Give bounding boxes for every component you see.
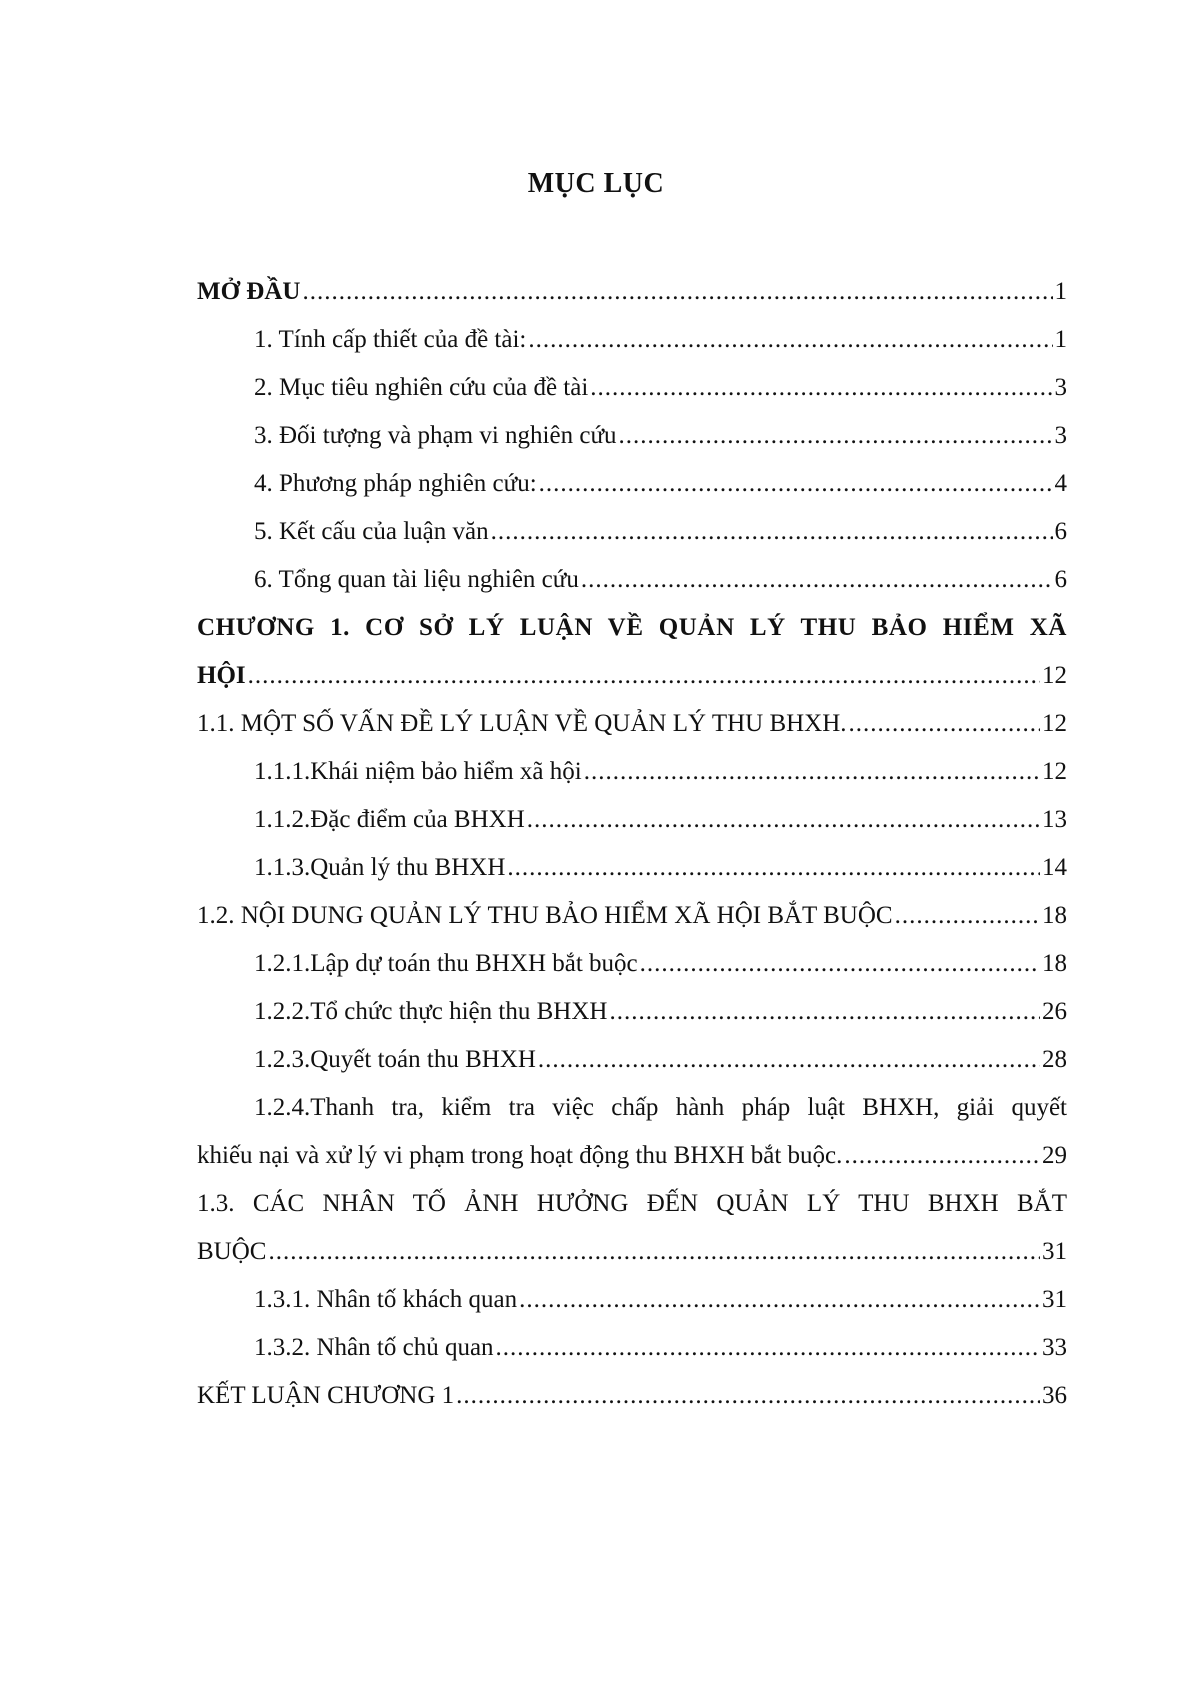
toc-leader-dots — [248, 652, 1040, 700]
toc-leader-dots — [849, 700, 1040, 748]
toc-entry-text: 1.2.4.Thanh tra, kiểm tra việc chấp hành pháp luật BHXH, giải quyết — [254, 1094, 1067, 1121]
toc-page-number: 12 — [1042, 758, 1067, 785]
toc-entry-text: HỘI — [197, 662, 246, 689]
toc-leader-dots — [640, 940, 1040, 988]
toc-leader-dots — [496, 1324, 1040, 1372]
toc-page-number: 1 — [1054, 278, 1067, 305]
toc-leader-dots — [507, 844, 1040, 892]
toc-entry-text: 1.1.1.Khái niệm bảo hiểm xã hội — [254, 758, 582, 785]
toc-leader-dots — [581, 556, 1053, 604]
toc-entry-section[interactable] — [197, 700, 1067, 748]
toc-entry-text: 1.1.2.Đặc điểm của BHXH — [254, 806, 525, 833]
toc-entry-text: CHƯƠNG 1. CƠ SỞ LÝ LUẬN VỀ QUẢN LÝ THU BẢO HIỂM XÃ — [197, 614, 1067, 641]
toc-leader-dots — [519, 1276, 1040, 1324]
toc-page-number: 33 — [1042, 1334, 1067, 1361]
toc-entry-section-1-3-line2[interactable] — [197, 1228, 1067, 1276]
toc-entry[interactable] — [197, 364, 1067, 412]
toc-leader-dots — [619, 412, 1053, 460]
toc-page-number: 12 — [1042, 662, 1067, 689]
toc-leader-dots — [895, 892, 1040, 940]
toc-entry[interactable] — [197, 412, 1067, 460]
toc-leader-dots — [456, 1372, 1040, 1420]
toc-entry[interactable] — [197, 1276, 1067, 1324]
toc-entry-text: 1.2. NỘI DUNG QUẢN LÝ THU BẢO HIỂM XÃ HỘI BẮT BUỘC — [197, 902, 893, 929]
toc-entry-1-2-4-line1[interactable] — [197, 1084, 1067, 1132]
table-of-contents — [197, 268, 1067, 1420]
toc-entry[interactable] — [197, 988, 1067, 1036]
toc-leader-dots — [527, 796, 1040, 844]
toc-page-number: 31 — [1042, 1238, 1067, 1265]
toc-entry-1-2-4-line2[interactable] — [197, 1132, 1067, 1180]
toc-entry[interactable] — [197, 796, 1067, 844]
toc-leader-dots — [491, 508, 1053, 556]
toc-page-number: 14 — [1042, 854, 1067, 881]
toc-leader-dots — [268, 1228, 1040, 1276]
toc-entry-text: 6. Tổng quan tài liệu nghiên cứu — [254, 566, 579, 593]
toc-page-number: 3 — [1054, 422, 1067, 449]
toc-leader-dots — [844, 1132, 1040, 1180]
toc-entry[interactable] — [197, 508, 1067, 556]
toc-entry-text: 5. Kết cấu của luận văn — [254, 518, 489, 545]
toc-entry-text: 1.2.2.Tổ chức thực hiện thu BHXH — [254, 998, 608, 1025]
toc-leader-dots — [302, 268, 1052, 316]
toc-entry[interactable] — [197, 1324, 1067, 1372]
toc-entry[interactable] — [197, 748, 1067, 796]
toc-entry[interactable] — [197, 316, 1067, 364]
toc-page-number: 6 — [1054, 518, 1067, 545]
toc-entry-text: 1.3.2. Nhân tố chủ quan — [254, 1334, 494, 1361]
toc-entry-text: 1.2.1.Lập dự toán thu BHXH bắt buộc — [254, 950, 638, 977]
toc-entry-text: 1.3. CÁC NHÂN TỐ ẢNH HƯỞNG ĐẾN QUẢN LÝ THU BHXH BẮT — [197, 1190, 1067, 1217]
toc-entry-text: 1.1. MỘT SỐ VẤN ĐỀ LÝ LUẬN VỀ QUẢN LÝ THU BHXH. — [197, 710, 847, 737]
toc-entry-text: 3. Đối tượng và phạm vi nghiên cứu — [254, 422, 617, 449]
toc-entry-chapter-1-line2[interactable] — [197, 652, 1067, 700]
toc-entry-chapter-1-line1[interactable] — [197, 604, 1067, 652]
page-title: MỤC LỤC — [527, 168, 665, 199]
toc-leader-dots — [539, 460, 1053, 508]
toc-entry-text: MỞ ĐẦU — [197, 278, 301, 305]
toc-page-number: 29 — [1042, 1142, 1067, 1169]
toc-entry-section[interactable] — [197, 892, 1067, 940]
toc-entry-text: 2. Mục tiêu nghiên cứu của đề tài — [254, 374, 589, 401]
toc-page-number: 1 — [1054, 326, 1067, 353]
toc-page-number: 13 — [1042, 806, 1067, 833]
toc-entry-conclusion[interactable] — [197, 1372, 1067, 1420]
toc-entry-text: 1. Tính cấp thiết của đề tài: — [254, 326, 527, 353]
toc-entry-text: 1.2.3.Quyết toán thu BHXH — [254, 1046, 536, 1073]
toc-entry[interactable] — [197, 844, 1067, 892]
toc-page-number: 31 — [1042, 1286, 1067, 1313]
toc-entry-section-1-3-line1[interactable] — [197, 1180, 1067, 1228]
toc-entry-text: 4. Phương pháp nghiên cứu: — [254, 470, 537, 497]
toc-entry-text: BUỘC — [197, 1238, 267, 1265]
toc-page-number: 28 — [1042, 1046, 1067, 1073]
toc-page-number: 18 — [1042, 902, 1067, 929]
toc-entry-text: 1.1.3.Quản lý thu BHXH — [254, 854, 506, 881]
toc-entry-text: khiếu nại và xử lý vi phạm trong hoạt động thu BHXH bắt buộc. — [197, 1142, 843, 1169]
toc-entry-mo-dau[interactable] — [197, 268, 1067, 316]
toc-leader-dots — [609, 988, 1040, 1036]
toc-entry-text: KẾT LUẬN CHƯƠNG 1 — [197, 1382, 455, 1409]
toc-entry[interactable] — [197, 556, 1067, 604]
toc-page-number: 4 — [1054, 470, 1067, 497]
toc-entry[interactable] — [197, 460, 1067, 508]
toc-page-number: 36 — [1042, 1382, 1067, 1409]
toc-page-number: 3 — [1054, 374, 1067, 401]
toc-page-number: 18 — [1042, 950, 1067, 977]
toc-page-number: 12 — [1042, 710, 1067, 737]
toc-entry[interactable] — [197, 940, 1067, 988]
toc-leader-dots — [590, 364, 1052, 412]
toc-entry-text: 1.3.1. Nhân tố khách quan — [254, 1286, 518, 1313]
toc-leader-dots — [538, 1036, 1040, 1084]
toc-leader-dots — [528, 316, 1052, 364]
toc-page-number: 6 — [1054, 566, 1067, 593]
toc-leader-dots — [584, 748, 1040, 796]
toc-page-number: 26 — [1042, 998, 1067, 1025]
toc-entry[interactable] — [197, 1036, 1067, 1084]
